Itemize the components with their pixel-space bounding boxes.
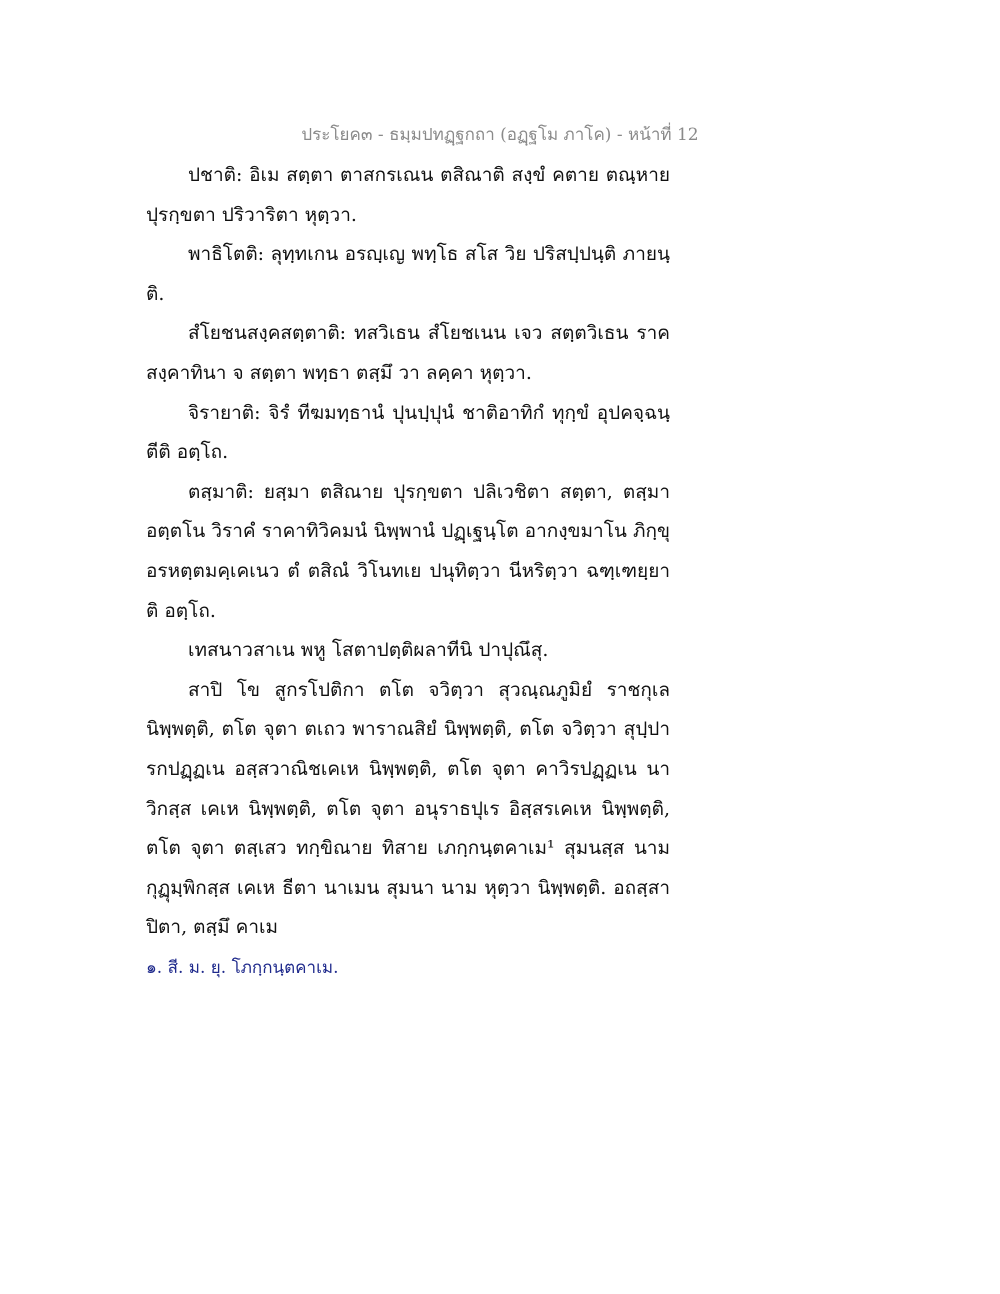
paragraph: ตสฺมาติ: ยสฺมา ตสิณาย ปุรกฺขตา ปลิเวชิตา สตฺตา, ตสฺมา อตฺตโน วิราคํ ราคาทิวิคมนํ นิพฺพานํ ปฏฺเฐนฺโต อากงฺขมาโน ภิกฺขุ อรหตฺตมคฺเคเนว ตํ ตสิณํ วิโนทเย ปนุทิตฺวา นีหริตฺวา ฉฑฺเฑยฺยาติ อตฺโถ.	[146, 480, 670, 622]
paragraph: สํโยชนสงฺคสตฺตาติ: ทสวิเธน สํโยชเนน เจว สตฺตวิเธน ราคสงฺคาทินา จ สตฺตา พทฺธา ตสฺมึ วา ลคฺคา หุตฺวา.	[146, 322, 670, 384]
page-header: ประโยค๓ - ธมฺมปทฏฺฐกถา (อฏฺฐโม ภาโค) - หน้าที่ 12	[301, 125, 699, 145]
paragraph: เทสนาวสาเน พหู โสตาปตฺติผลาทีนิ ปาปุณึสุ.	[188, 639, 549, 662]
footnote: ๑. สี. ม. ยุ. โภกฺกนฺตคาเม.	[146, 958, 339, 978]
paragraph: ปชาติ: อิเม สตฺตา ตาสกรเณน ตสิณาติ สงฺขํ คตาย ตณฺหาย ปุรกฺขตา ปริวาริตา หุตฺวา.	[146, 164, 670, 226]
main-text	[146, 156, 670, 948]
paragraph: พาธิโตติ: ลุทฺทเกน อรญฺเญ พทฺโธ สโส วิย ปริสปฺปนฺติ ภายนฺติ.	[146, 243, 670, 305]
paragraph: สาปิ โข สูกรโปติกา ตโต จวิตฺวา สุวณฺณภูมิยํ ราชกุเล นิพฺพตฺติ, ตโต จุตา ตเถว พาราณสิยํ นิพฺพตฺติ, ตโต จวิตฺวา สุปฺปารกปฏฺฏเน อสฺสวาณิชเคเห นิพฺพตฺติ, ตโต จุตา คาวิรปฏฺฏเน นาวิกสฺส เคเห นิพฺพตฺติ, ตโต จุตา อนุราธปุเร อิสฺสรเคเห นิพฺพตฺติ, ตโต จุตา ตสฺเสว ทกฺขิณาย ทิสาย เภกฺกนฺตคาเม¹ สุมนสฺส นาม กุฏุมฺพิกสฺส เคเห ธีตา นาเมน สุมนา นาม หุตฺวา นิพฺพตฺติ. อถสฺสา ปิตา, ตสฺมึ คาเม	[146, 678, 670, 939]
paragraph: จิรายาติ: จิรํ ทีฆมทฺธานํ ปุนปฺปุนํ ชาติอาทิกํ ทุกฺขํ อุปคจฺฉนฺตีติ อตฺโถ.	[146, 401, 670, 464]
